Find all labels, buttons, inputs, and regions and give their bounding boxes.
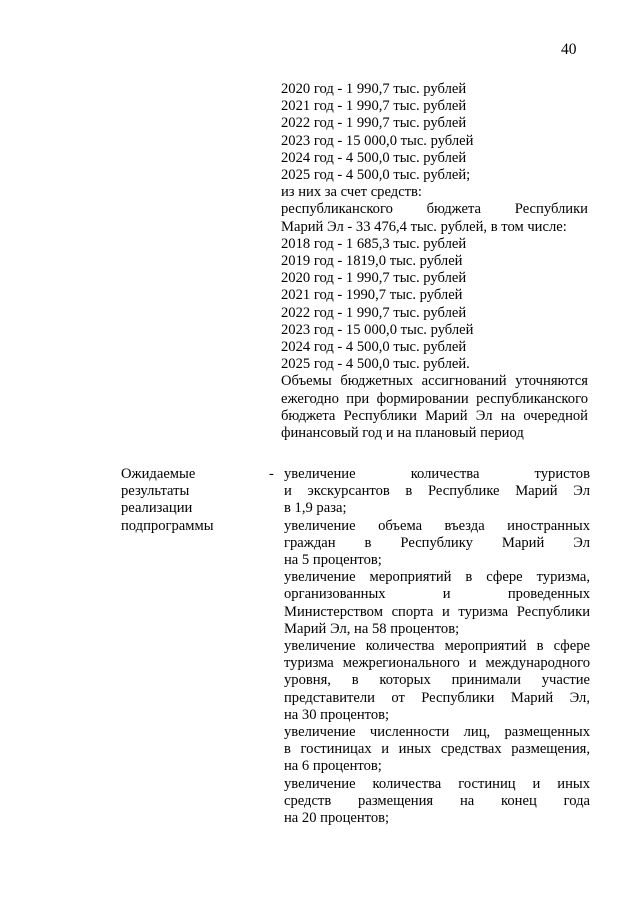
- result-line: на 6 процентов;: [284, 758, 382, 775]
- budget-word: республиканского: [281, 201, 393, 218]
- label-dash: -: [269, 466, 274, 482]
- result-line: туризма межрегионального и международного: [284, 655, 590, 672]
- funding-line: 2024 год - 4 500,0 тыс. рублей: [281, 149, 467, 166]
- funding-block: [281, 81, 588, 442]
- note-line: финансовый год и на плановый период: [281, 425, 524, 442]
- result-line: средств размещения на конец года: [284, 792, 590, 809]
- result-line: в гостиницах и иных средствах размещения,: [284, 741, 590, 758]
- label-line: Ожидаемые: [121, 466, 196, 482]
- funding-line: 2021 год - 1 990,7 тыс. рублей: [281, 98, 467, 115]
- funding-line: 2025 год - 4 500,0 тыс. рублей;: [281, 167, 471, 184]
- budget-year-line: 2019 год - 1819,0 тыс. рублей: [281, 253, 463, 270]
- result-line: увеличение мероприятий в сфере туризма,: [284, 569, 590, 586]
- funding-line: из них за счет средств:: [281, 184, 422, 201]
- result-line: граждан в Республику Марий Эл: [284, 534, 590, 551]
- budget-year-line: 2024 год - 4 500,0 тыс. рублей: [281, 339, 467, 356]
- funding-line: 2020 год - 1 990,7 тыс. рублей: [281, 81, 467, 97]
- budget-year-line: 2018 год - 1 685,3 тыс. рублей: [281, 235, 467, 252]
- label-line: результаты: [121, 483, 190, 500]
- note-line: ежегодно при формировании республиканского: [281, 390, 588, 407]
- result-line: в 1,9 раза;: [284, 500, 347, 517]
- funding-line: 2023 год - 15 000,0 тыс. рублей: [281, 132, 474, 149]
- result-line: увеличение количества гостиниц и иных: [284, 775, 590, 792]
- expected-results-label: [121, 466, 261, 535]
- budget-year-line: 2021 год - 1990,7 тыс. рублей: [281, 287, 463, 304]
- result-line: увеличение количества туристов: [284, 466, 590, 482]
- budget-word: Республики: [514, 201, 588, 218]
- result-line: увеличение количества мероприятий в сфере: [284, 638, 590, 655]
- page-number: 40: [561, 41, 577, 58]
- result-line: Министерством спорта и туризма Республики: [284, 603, 590, 620]
- result-line: Марий Эл, на 58 процентов;: [284, 620, 460, 637]
- funding-line: 2022 год - 1 990,7 тыс. рублей: [281, 115, 467, 132]
- budget-line: [281, 201, 588, 218]
- label-line: подпрограммы: [121, 517, 214, 534]
- result-line: увеличение численности лиц, размещенных: [284, 724, 590, 741]
- budget-total-line: Марий Эл - 33 476,4 тыс. рублей, в том числе:: [281, 218, 567, 235]
- note-line: бюджета Республики Марий Эл на очередной: [281, 407, 588, 424]
- budget-word: бюджета: [426, 201, 482, 218]
- budget-year-line: 2023 год - 15 000,0 тыс. рублей: [281, 321, 474, 338]
- budget-year-line: 2025 год - 4 500,0 тыс. рублей.: [281, 356, 470, 373]
- note-line: Объемы бюджетных ассигнований уточняются: [281, 373, 588, 390]
- expected-results-list: [284, 466, 590, 827]
- result-line: на 20 процентов;: [284, 810, 390, 827]
- result-line: увеличение объема въезда иностранных: [284, 517, 590, 534]
- budget-year-line: 2022 год - 1 990,7 тыс. рублей: [281, 304, 467, 321]
- result-line: на 5 процентов;: [284, 552, 382, 569]
- result-line: представители от Республики Марий Эл,: [284, 689, 590, 706]
- result-line: организованных и проведенных: [284, 586, 590, 603]
- result-line: и экскурсантов в Республике Марий Эл: [284, 483, 590, 500]
- result-line: уровня, в которых принимали участие: [284, 672, 590, 689]
- label-line: реализации: [121, 500, 193, 517]
- result-line: на 30 процентов;: [284, 706, 390, 723]
- budget-year-line: 2020 год - 1 990,7 тыс. рублей: [281, 270, 467, 287]
